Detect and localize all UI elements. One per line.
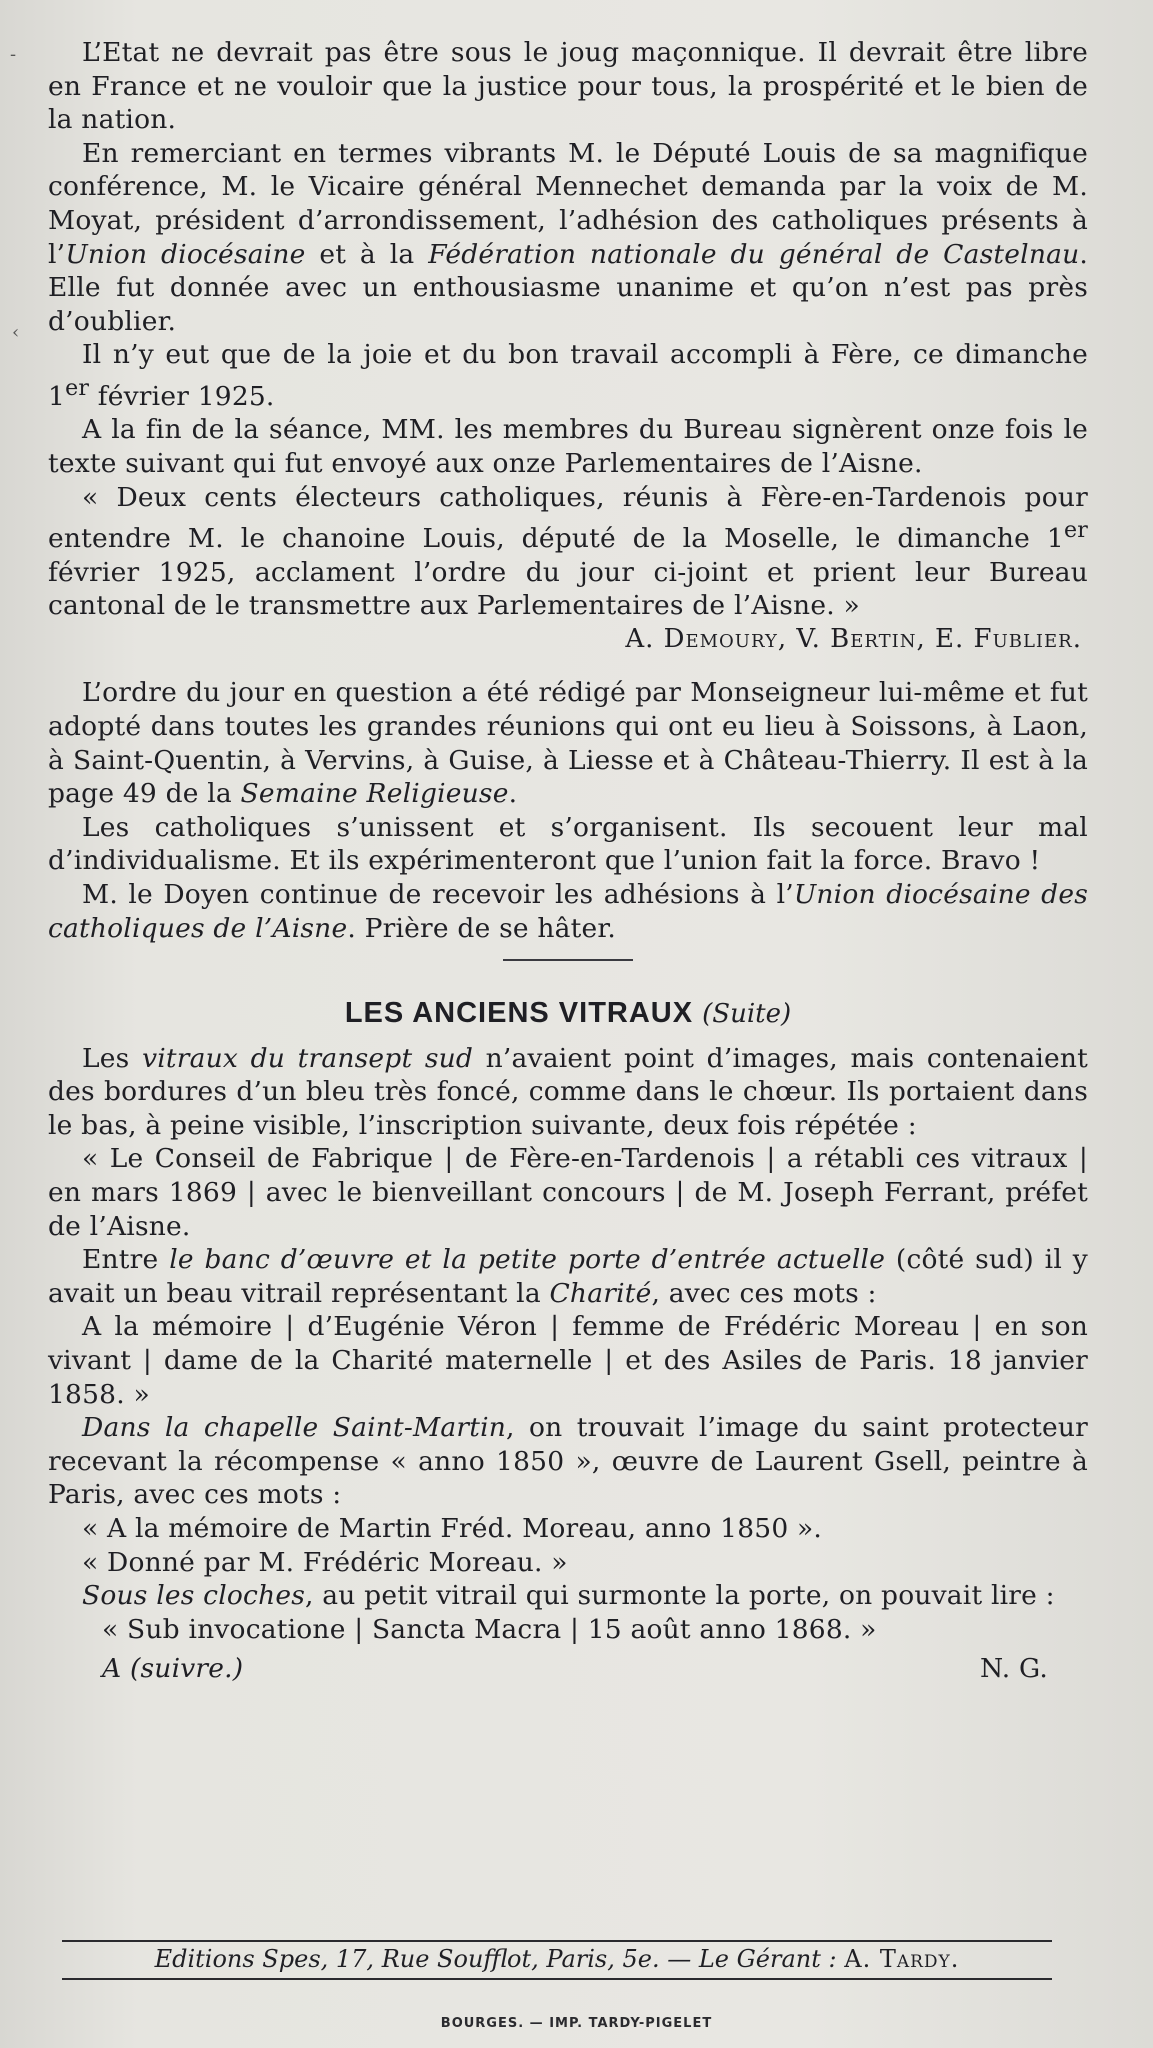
publisher-footer: Editions Spes, 17, Rue Soufflot, Paris, 5e. — Le Gérant : A. Tardy.	[62, 1940, 1052, 1980]
paragraph: Dans la chapelle Saint-Martin, on trouvait l’image du saint protecteur recevant la récompense « anno 1850 », œuvre de Laurent Gsell, peintre à Paris, avec ces mots :	[48, 1412, 1088, 1511]
text-column	[48, 36, 1088, 1686]
inscription: « Donné par M. Frédéric Moreau. »	[82, 1546, 568, 1578]
inscription: « A la mémoire de Martin Fréd. Moreau, anno 1850 ».	[82, 1513, 823, 1544]
inscription: « Sub invocatione | Sancta Macra | 15 août anno 1868. »	[102, 1613, 877, 1645]
paragraph: Il n’y eut que de la joie et du bon travail accompli à Fère, ce dimanche 1er février 1925.	[48, 339, 1088, 412]
inscription: A la mémoire | d’Eugénie Véron | femme de Frédéric Moreau | en son vivant | dame de la Charité maternelle | et des Asiles de Paris. 18 janvier 1858. »	[48, 1311, 1088, 1410]
paragraph: En remerciant en termes vibrants M. le Député Louis de sa magnifique conférence, M. le Vicaire général Mennechet demanda par la voix de M. Moyat, président d’arrondissement, l’adhésion des catholiques présents à l’Union diocésaine et à la Fédération nationale du général de Castelnau. Elle fut donnée avec un enthousiasme unanime et qu’on n’est pas près d’oublier.	[48, 137, 1089, 337]
paragraph: L’ordre du jour en question a été rédigé par Monseigneur lui-même et fut adopté dans toutes les grandes réunions qui ont eu lieu à Soissons, à Laon, à Saint-Quentin, à Vervins, à Guise, à Liesse et à Château-Thierry. Il est à la page 49 de la Semaine Religieuse.	[48, 677, 1088, 810]
paragraph: A la fin de la séance, MM. les membres du Bureau signèrent onze fois le texte suivant qui fut envoyé aux onze Parlementaires de l’Aisne.	[48, 414, 1088, 479]
article-end	[48, 1652, 1088, 1686]
paragraph: Les vitraux du transept sud n’avaient point d’images, mais contenaient des bordures d’un bleu très foncé, comme dans le chœur. Ils portaient dans le bas, à peine visible, l’inscription suivante, deux fois répétée :	[48, 1042, 1088, 1141]
author-initials: N. G.	[980, 1653, 1048, 1685]
quoted-resolution: « Deux cents électeurs catholiques, réunis à Fère-en-Tardenois pour entendre M. le chanoine Louis, député de la Moselle, le dimanche 1er février 1925, acclament l’ordre du jour ci-joint et prient leur Bureau cantonal de le transmettre aux Parlementaires de l’Aisne. »	[48, 481, 1088, 622]
section-title: LES ANCIENS VITRAUX (Suite)	[344, 997, 792, 1030]
paragraph: Entre le banc d’œuvre et la petite porte d’entrée actuelle (côté sud) il y avait un beau vitrail représentant la Charité, avec ces mots :	[48, 1244, 1088, 1309]
inscription: « Le Conseil de Fabrique | de Fère-en-Tardenois | a rétabli ces vitraux | en mars 1869 | avec le bienveillant concours | de M. Joseph Ferrant, préfet de l’Aisne.	[48, 1143, 1088, 1242]
paragraph: Les catholiques s’unissent et s’organisent. Ils secouent leur mal d’individualisme. Et ils expérimenteront que l’union fait la force. Bravo !	[48, 811, 1088, 877]
paragraph: Sous les cloches, au petit vitrail qui surmonte la porte, on pouvait lire :	[82, 1580, 1055, 1612]
margin-mark: ‹	[12, 322, 20, 343]
signatures: A. Demoury, V. Bertin, E. Fublier.	[625, 623, 1082, 654]
margin-mark: -	[10, 44, 17, 65]
section-divider	[503, 959, 633, 961]
paragraph: M. le Doyen continue de recevoir les adhésions à l’Union diocésaine des catholiques de l’Aisne. Prière de se hâter.	[48, 878, 1088, 944]
printer-line: BOURGES. — IMP. TARDY-PIGELET	[440, 2016, 713, 2031]
paragraph: L’Etat ne devrait pas être sous le joug maçonnique. Il devrait être libre en France et ne vouloir que la justice pour tous, la prospérité et le bien de la nation.	[48, 37, 1088, 136]
to-be-continued: A (suivre.)	[102, 1653, 244, 1685]
